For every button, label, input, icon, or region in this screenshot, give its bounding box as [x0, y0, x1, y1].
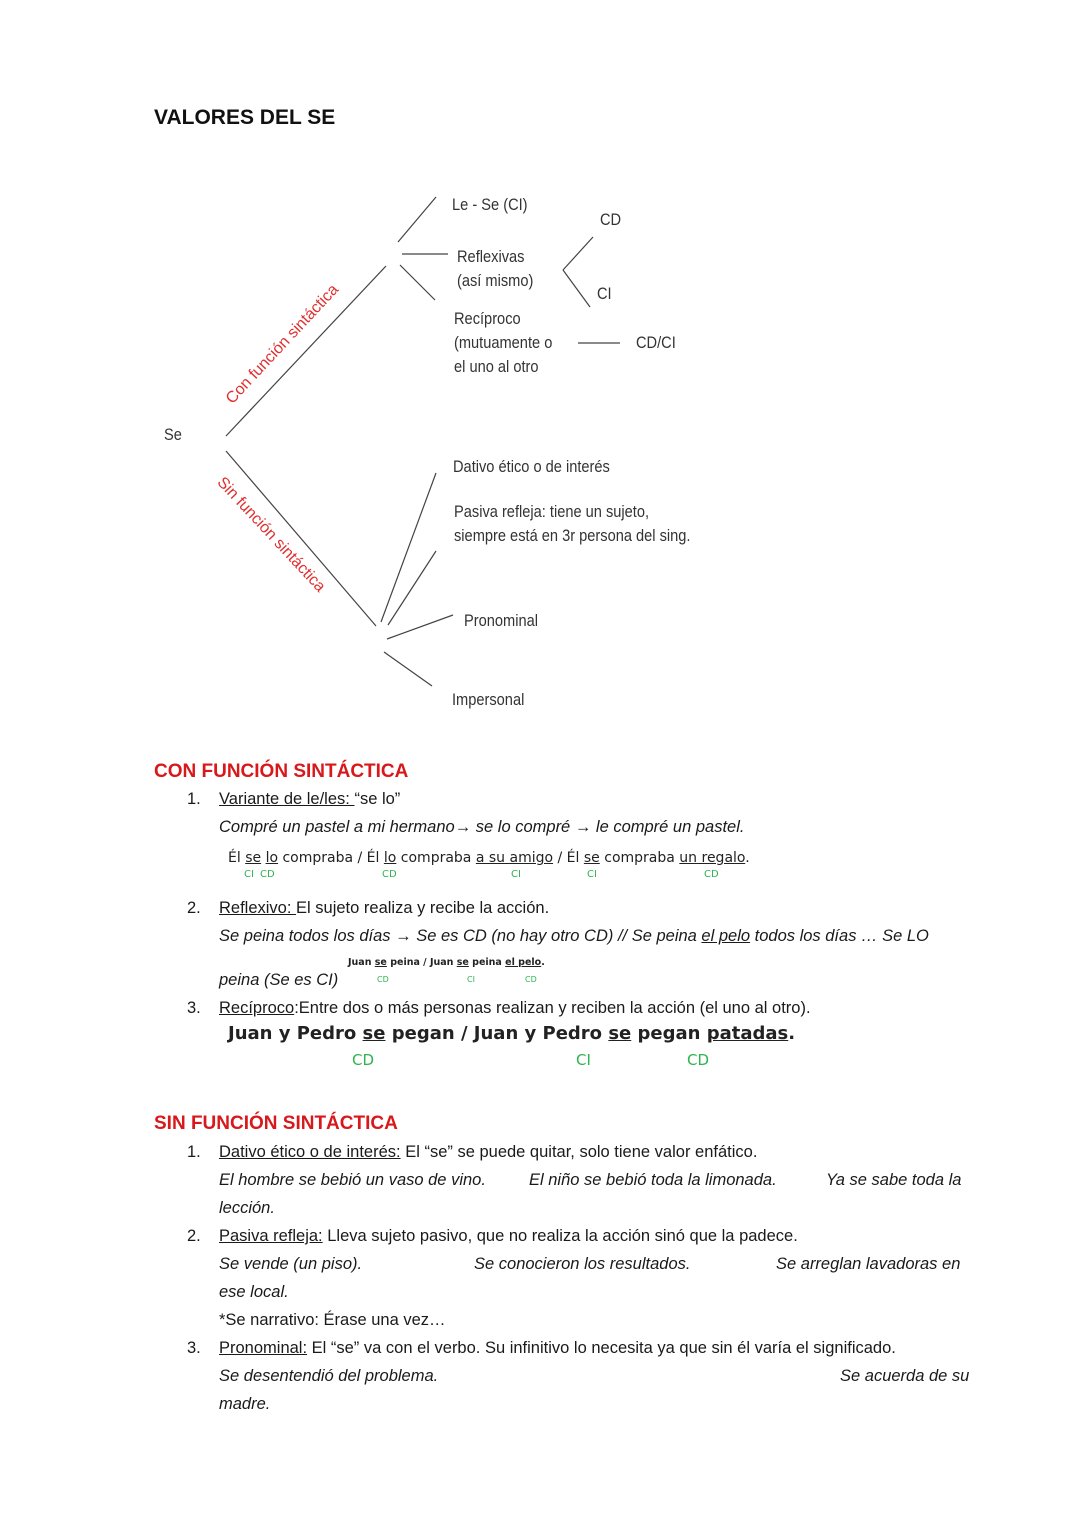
text: Se peina todos los días → Se es CD (no hay otro CD) // Se peina: [219, 927, 702, 945]
text: .: [541, 957, 545, 968]
example-text-continued: peina (Se es CI): [219, 971, 339, 989]
node-reciproco-sub1: (mutuamente o: [454, 333, 553, 352]
node-reciproco-sub2: el uno al otro: [454, 357, 539, 376]
example-text: El hombre se bebió un vaso de vino.: [219, 1171, 486, 1189]
example-text: Se acuerda de su: [840, 1367, 970, 1385]
tree-diagram-lines: [0, 0, 1080, 760]
underlined-word: se: [456, 957, 469, 968]
node-le-se: Le - Se (CI): [452, 195, 528, 214]
node-reflexivas-sub: (así mismo): [457, 271, 534, 290]
node-pronominal: Pronominal: [464, 611, 538, 630]
example-sentence-image: [228, 850, 750, 866]
text: pegan / Juan y Pedro: [385, 1023, 609, 1044]
underlined-word: lo: [383, 850, 397, 866]
node-reflexivas-cd: CD: [600, 210, 622, 229]
text: todos los días … Se LO: [750, 927, 929, 945]
node-dativo: Dativo ético o de interés: [453, 457, 610, 476]
branch-label-con-funcion: Con función sintáctica: [222, 281, 343, 408]
underlined-word: se: [374, 957, 387, 968]
diagram-root-se: Se: [164, 425, 182, 444]
text: compraba / Él: [278, 850, 384, 866]
list-number: 1.: [187, 1143, 201, 1161]
list-number: 2.: [187, 899, 201, 917]
item-label: Pronominal:: [219, 1339, 308, 1357]
underlined-word: se: [608, 1023, 632, 1044]
function-tag: CD: [525, 975, 537, 984]
item-label: Pasiva refleja:: [219, 1227, 323, 1245]
function-tag: CI: [587, 869, 597, 880]
text: compraba: [599, 850, 680, 866]
item-text: Lleva sujeto pasivo, que no realiza la acción sinó que la padece.: [322, 1227, 798, 1245]
example-text: Se vende (un piso).: [219, 1255, 363, 1273]
example-text-continued: ese local.: [219, 1283, 289, 1301]
list-item-dativo: [219, 1143, 757, 1162]
example-sentence-image: [348, 957, 545, 968]
item-text: El “se” va con el verbo. Su infinitivo lo necesita ya que sin él varía el significado.: [307, 1339, 896, 1357]
function-tag: CD: [704, 869, 719, 880]
item-label: Variante de le/les:: [219, 790, 355, 808]
item-text: El “se” se puede quitar, solo tiene valor enfático.: [400, 1143, 758, 1161]
function-tag: CI: [467, 975, 475, 984]
node-reflexivas-ci: CI: [597, 284, 612, 303]
example-sentence-image: [228, 1023, 795, 1044]
list-number: 3.: [187, 1339, 201, 1357]
function-tag: CD: [352, 1051, 375, 1069]
item-text: El sujeto realiza y recibe la acción.: [296, 899, 550, 917]
example-text: Se conocieron los resultados.: [474, 1255, 691, 1273]
list-item-variante: [219, 790, 400, 809]
underlined-word: el pelo: [505, 957, 542, 968]
example-text: Compré un pastel a mi hermano→ se lo compré → le compré un pastel.: [219, 818, 745, 836]
list-number: 3.: [187, 999, 201, 1017]
example-text: Se desentendió del problema.: [219, 1367, 439, 1385]
section-heading-sin-funcion: SIN FUNCIÓN SINTÁCTICA: [154, 1113, 398, 1134]
text: peina / Juan: [386, 957, 457, 968]
item-text: :Entre dos o más personas realizan y reciben la acción (el uno al otro).: [294, 999, 811, 1017]
section-heading-con-funcion: CON FUNCIÓN SINTÁCTICA: [154, 761, 409, 782]
list-number: 1.: [187, 790, 201, 808]
item-label: Dativo ético o de interés:: [219, 1143, 401, 1161]
branch-label-sin-funcion: Sin función sintáctica: [213, 474, 329, 596]
text: Juan y Pedro: [228, 1023, 363, 1044]
function-tag: CD: [377, 975, 389, 984]
node-reciproco-cdci: CD/CI: [636, 333, 676, 352]
example-text: Se arreglan lavadoras en: [776, 1255, 961, 1273]
text: compraba: [396, 850, 476, 866]
page-title: VALORES DEL SE: [154, 106, 336, 129]
text: Él: [228, 850, 246, 866]
function-tag: CI: [576, 1051, 591, 1069]
node-pasiva: Pasiva refleja: tiene un sujeto,: [454, 502, 650, 521]
function-tag: CD: [260, 869, 275, 880]
note-text: *Se narrativo: Érase una vez…: [219, 1311, 446, 1329]
example-text: El niño se bebió toda la limonada.: [529, 1171, 777, 1189]
underlined-word: se: [362, 1023, 386, 1044]
underlined-word: el pelo: [701, 927, 751, 945]
example-text-continued: lección.: [219, 1199, 275, 1217]
node-impersonal: Impersonal: [452, 690, 525, 709]
text: .: [788, 1023, 796, 1044]
item-label: Reflexivo:: [219, 899, 297, 917]
function-tag: CI: [244, 869, 254, 880]
list-item-reciproco: [219, 999, 811, 1018]
underlined-word: a su amigo: [475, 850, 554, 866]
example-text: Ya se sabe toda la: [826, 1171, 962, 1189]
node-pasiva-sub: siempre está en 3r persona del sing.: [454, 526, 691, 545]
list-item-pronominal: [219, 1339, 896, 1358]
item-label: Recíproco: [219, 999, 295, 1017]
node-reflexivas: Reflexivas: [457, 247, 525, 266]
function-tag: CD: [687, 1051, 710, 1069]
node-reciproco: Recíproco: [454, 309, 521, 328]
function-tag: CI: [511, 869, 521, 880]
item-text: “se lo”: [354, 790, 401, 808]
list-item-pasiva: [219, 1227, 798, 1246]
list-number: 2.: [187, 1227, 201, 1245]
text: / Él: [553, 850, 584, 866]
underlined-word: lo: [265, 850, 279, 866]
function-tag: CD: [382, 869, 397, 880]
text: peina: [468, 957, 506, 968]
underlined-word: un regalo: [679, 850, 746, 866]
text: pegan: [631, 1023, 707, 1044]
text: Juan: [348, 957, 375, 968]
example-text-continued: madre.: [219, 1395, 271, 1413]
list-item-reflexivo: [219, 899, 549, 918]
text: .: [745, 850, 750, 866]
example-text: [219, 927, 929, 946]
underlined-word: se: [583, 850, 600, 866]
underlined-word: se: [245, 850, 262, 866]
underlined-word: patadas: [706, 1023, 789, 1044]
